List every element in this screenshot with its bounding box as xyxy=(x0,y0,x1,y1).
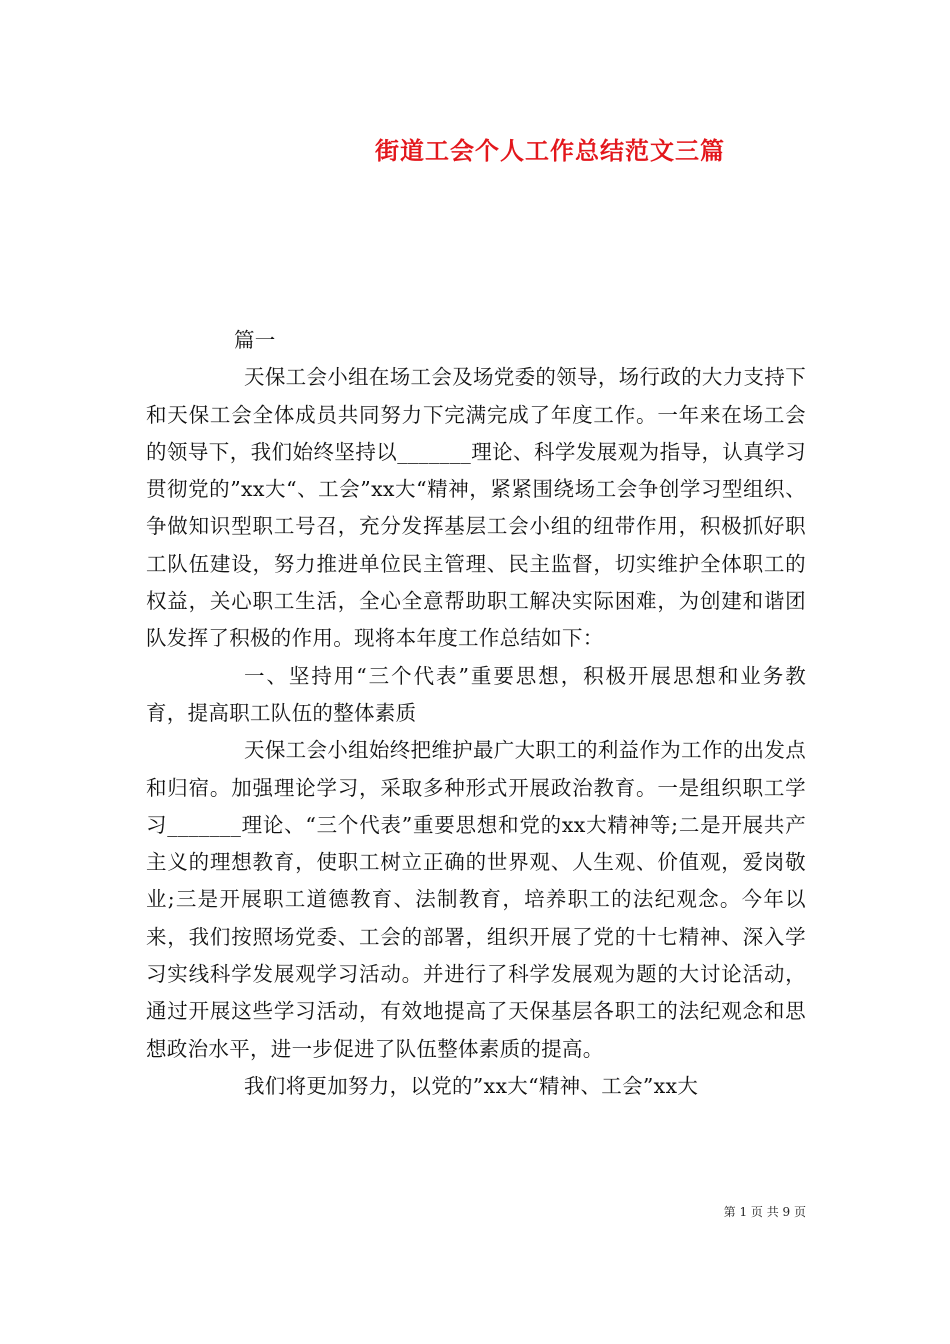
body-paragraph: 我们将更加努力，以党的”xx大“精神、工会”xx大 xyxy=(244,1073,699,1098)
page-footer: 第 1 页 共 9 页 xyxy=(723,1205,806,1219)
body-paragraph: 天保工会小组在场工会及场党委的领导，场行政的大力支持下和天保工会全体成员共同努力下完满完成了年度工作。一年来在场工会的领导下，我们始终坚持以_______理论、科学发展观为指导，认真学习贯彻党的”xx大“、工会”xx大“精神，紧紧围绕场工会争创学习型组织、争做知识型职工号召，充分发挥基层工会小组的纽带作用，积极抓好职工队伍建设，努力推进单位民主管理、民主监督，切实维护全体职工的权益，关心职工生活，全心全意帮助职工解决实际困难，为创建和谐团队发挥了积极的作用。现将本年度工作总结如下： xyxy=(146,365,806,651)
document-body xyxy=(146,322,806,1105)
body-paragraph: 天保工会小组始终把维护最广大职工的利益作为工作的出发点和归宿。加强理论学习，采取多种形式开展政治教育。一是组织职工学习_______理论、“三个代表”重要思想和党的xx大精神等;二是开展共产主义的理想教育，使职工树立正确的世界观、人生观、价值观，爱岗敬业;三是开展职工道德教育、法制教育，培养职工的法纪观念。今年以来，我们按照场党委、工会的部署，组织开展了党的十七精神、深入学习实线科学发展观学习活动。并进行了科学发展观为题的大讨论活动，通过开展这些学习活动，有效地提高了天保基层各职工的法纪观念和思想政治水平，进一步促进了队伍整体素质的提高。 xyxy=(146,738,806,1061)
document-title: 街道工会个人工作总结范文三篇 xyxy=(375,136,725,165)
section-label: 篇一 xyxy=(234,328,276,352)
section-heading: 一、坚持用“三个代表”重要思想，积极开展思想和业务教育，提高职工队伍的整体素质 xyxy=(146,663,806,725)
